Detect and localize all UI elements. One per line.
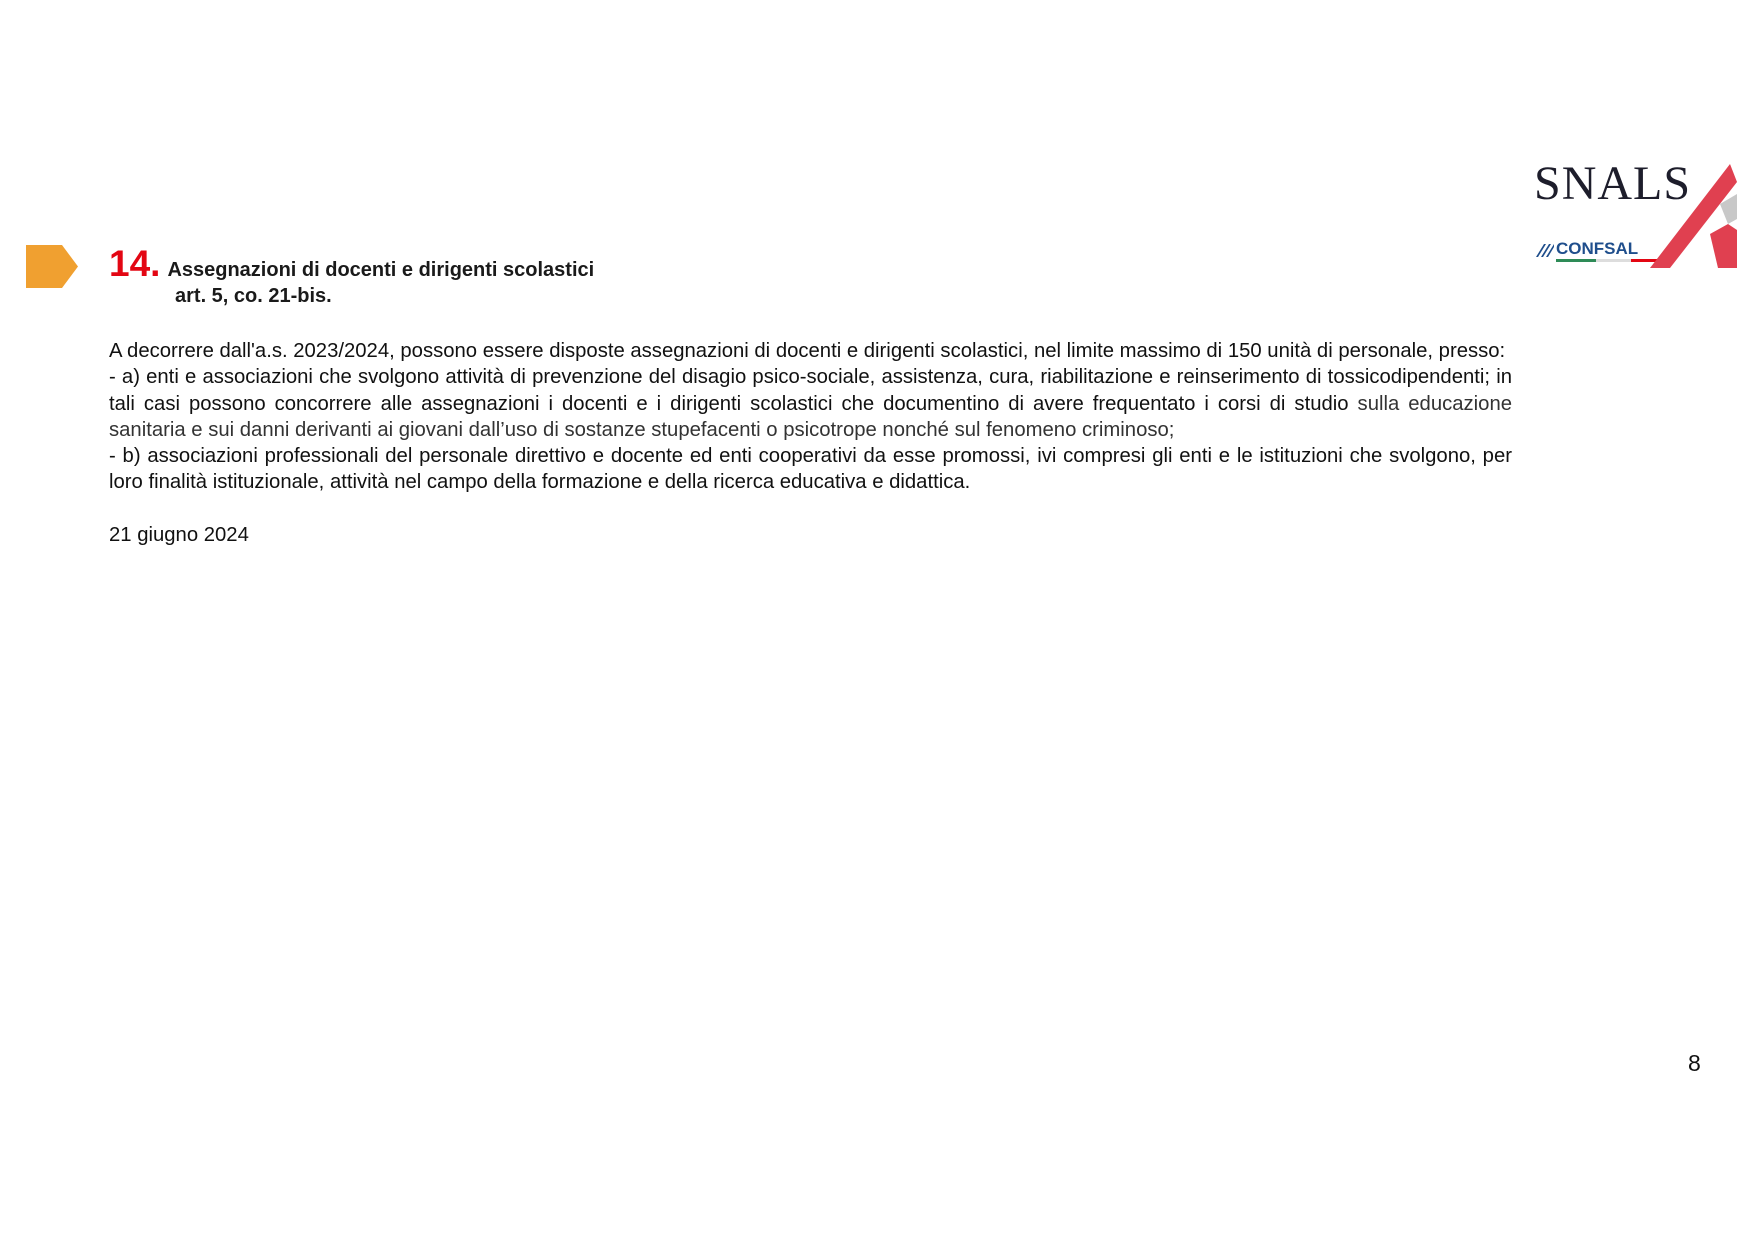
item-a-text: - a) enti e associazioni che svolgono attività di prevenzione del disagio psico-sociale, assistenza, cura, riabilitazione e reinserimento di tossicodipendenti; in tali casi possono concorrere alle assegnazioni i docenti e i dirigenti scolastici che documentino di avere frequentato i corsi di studio — [109, 366, 1512, 415]
snals-confsal-logo — [1532, 157, 1737, 268]
article-reference: art. 5, co. 21-bis. — [175, 285, 332, 307]
orange-arrow-tab-icon — [26, 245, 78, 288]
item-a-paragraph — [109, 364, 1512, 443]
logo-snals-text: SNALS — [1534, 157, 1692, 210]
section-header — [109, 244, 594, 308]
page-number: 8 — [1688, 1050, 1701, 1076]
section-number: 14. — [109, 243, 161, 284]
item-a-text-continued: sulla educazione sanitaria e sui danni derivanti ai giovani dall’uso di sostanze stupefacenti o psicotrope nonché sul fenomeno criminoso; — [109, 392, 1512, 441]
document-date: 21 giugno 2024 — [109, 523, 249, 546]
logo-confsal-text: CONFSAL — [1556, 239, 1639, 258]
document-body — [109, 338, 1512, 548]
confsal-mark-icon — [1534, 242, 1554, 258]
title-line — [109, 244, 594, 284]
intro-paragraph: A decorrere dall'a.s. 2023/2024, possono essere disposte assegnazioni di docenti e dirigenti scolastici, nel limite massimo di 150 unità di personale, presso: — [109, 340, 1506, 362]
item-b-paragraph: - b) associazioni professionali del personale direttivo e docente ed enti cooperativi da esse promossi, ivi compresi gli enti e le istituzioni che svolgono, per loro finalità istituzionale, attività nel campo della formazione e della ricerca educativa e didattica. — [109, 445, 1512, 494]
section-title: Assegnazioni di docenti e dirigenti scolastici — [167, 259, 595, 281]
red-gray-ribbon-mark-icon — [1650, 164, 1737, 268]
